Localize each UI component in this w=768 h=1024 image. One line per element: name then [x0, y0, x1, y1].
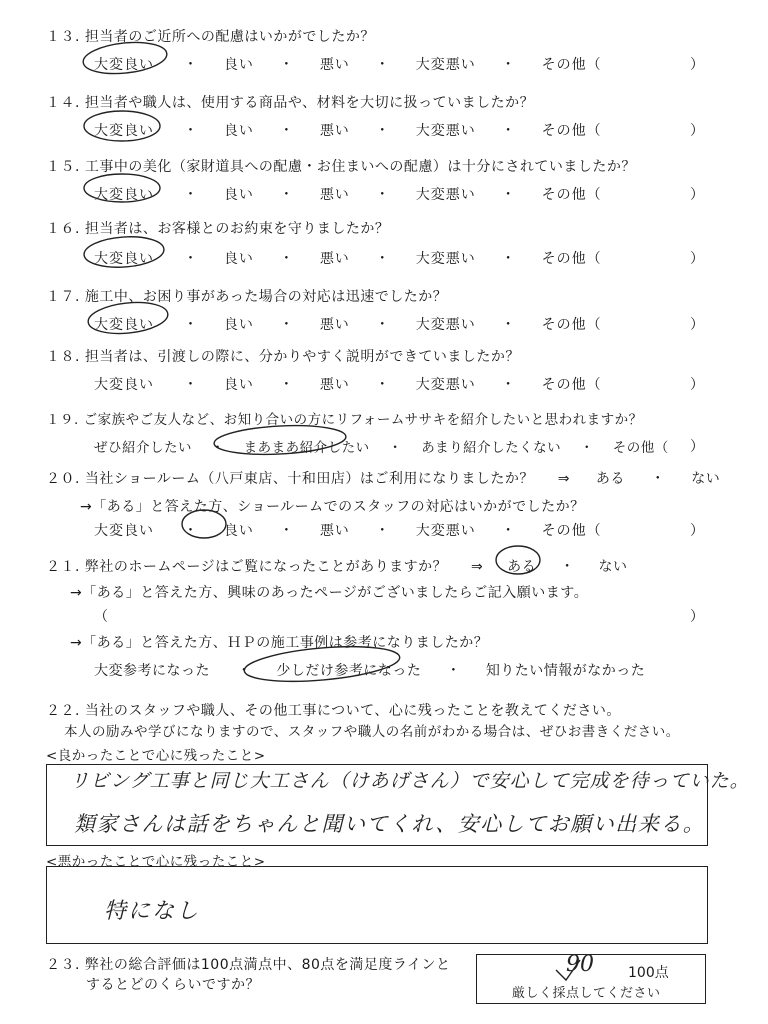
dot: ・ — [375, 187, 391, 203]
good-label: <良かったことで心に残ったこと> — [46, 748, 266, 764]
close-paren: ） — [690, 377, 704, 393]
close-paren: ） — [690, 57, 704, 73]
option-very-bad[interactable]: 大変悪い — [415, 57, 476, 73]
option-other[interactable]: その他（ — [612, 440, 669, 456]
option-very-good[interactable]: 大変良い — [94, 187, 154, 203]
circle-mark-q19 — [210, 423, 346, 458]
circle-mark-q20 — [182, 510, 226, 538]
dot: ・ — [183, 523, 199, 539]
option-good[interactable]: 良い — [223, 523, 254, 539]
option-bad[interactable]: 悪い — [319, 377, 350, 393]
circle-mark-q16 — [83, 234, 165, 270]
option-bad[interactable]: 悪い — [319, 187, 350, 203]
good-comment-line-2: 類家さんは話をちゃんと聞いてくれ、安心してお願い出来る。 — [74, 812, 706, 836]
circle-mark-q13 — [82, 39, 169, 78]
question-15: １５. 工事中の美化（家財道具への配慮・お住まいへの配慮）は十分にされていましたか？ — [46, 159, 636, 175]
option-other[interactable]: その他（ — [541, 123, 602, 139]
question-20-text: ２０. 当社ショールーム（八戸東店、十和田店）はご利用になりましたか？ — [46, 471, 534, 487]
arrow-icon: ⇒ — [557, 471, 570, 487]
close-paren: ） — [690, 523, 704, 539]
option-bad[interactable]: 悪い — [319, 317, 350, 333]
check-mark-score — [556, 960, 580, 980]
dot: ・ — [650, 471, 666, 487]
option-somewhat[interactable]: まあまあ紹介したい — [243, 440, 370, 456]
question-16: １６. 担当者は、お客様とのお約束を守りましたか？ — [46, 221, 390, 237]
option-bad[interactable]: 悪い — [319, 523, 350, 539]
dot: ・ — [279, 251, 295, 267]
question-23-line-2: するとどのくらいですか？ — [86, 977, 260, 993]
option-other[interactable]: その他（ — [541, 187, 602, 203]
option-yes[interactable]: ある — [595, 471, 625, 487]
question-14: １４. 担当者や職人は、使用する商品や、材料を大切に扱っていましたか？ — [46, 95, 535, 111]
dot: ・ — [279, 377, 295, 393]
option-other[interactable]: その他（ — [541, 57, 602, 73]
close-paren: ） — [690, 317, 704, 333]
option-good[interactable]: 良い — [223, 251, 254, 267]
question-20-follow: →「ある」と答えた方、ショールームでのスタッフの対応はいかがでしたか？ — [80, 499, 585, 515]
dot: ・ — [279, 123, 295, 139]
option-very-good[interactable]: 大変良い — [94, 251, 154, 267]
option-other[interactable]: その他（ — [541, 523, 602, 539]
option-good[interactable]: 良い — [223, 187, 254, 203]
option-bad[interactable]: 悪い — [319, 251, 350, 267]
dot: ・ — [579, 440, 594, 456]
option-very-good[interactable]: 大変良い — [94, 57, 154, 73]
dot: ・ — [183, 377, 199, 393]
dot: ・ — [183, 57, 199, 73]
option-good[interactable]: 良い — [223, 317, 254, 333]
question-21-text: ２１. 弊社のホームページはご覧になったことがありますか？ — [46, 559, 448, 575]
dot: ・ — [388, 440, 403, 456]
option-very-good[interactable]: 大変良い — [94, 523, 154, 539]
dot: ・ — [501, 251, 517, 267]
score-value: 90 — [566, 952, 594, 977]
dot: ・ — [183, 317, 199, 333]
option-very-good[interactable]: 大変良い — [94, 377, 154, 393]
option-bad[interactable]: 悪い — [319, 123, 350, 139]
option-no[interactable]: ない — [598, 559, 628, 575]
circle-mark-q21-helpful — [243, 641, 401, 686]
dot: ・ — [375, 523, 391, 539]
score-max-label: 100点 — [628, 965, 669, 981]
close-paren: ） — [690, 123, 704, 139]
option-bad[interactable]: 悪い — [319, 57, 350, 73]
option-very-helpful[interactable]: 大変参考になった — [94, 663, 210, 679]
bad-comment-text: 特になし — [104, 899, 201, 924]
option-yes[interactable]: ある — [507, 559, 537, 575]
open-paren: （ — [94, 609, 108, 625]
score-note: 厳しく採点してください — [512, 986, 661, 1001]
question-23: ２３. 弊社の総合評価は100点満点中、80点を満足度ラインと — [46, 957, 451, 973]
dot: ・ — [210, 440, 225, 456]
question-13: １３. 担当者のご近所への配慮はいかがでしたか？ — [46, 29, 375, 45]
dot: ・ — [236, 663, 252, 679]
option-good[interactable]: 良い — [223, 123, 254, 139]
close-paren: ） — [690, 251, 704, 267]
option-good[interactable]: 良い — [223, 57, 254, 73]
dot: ・ — [183, 187, 199, 203]
dot: ・ — [375, 317, 391, 333]
close-paren: ） — [690, 439, 704, 455]
option-very-bad[interactable]: 大変悪い — [415, 377, 476, 393]
option-very-bad[interactable]: 大変悪い — [415, 187, 476, 203]
option-very-bad[interactable]: 大変悪い — [415, 251, 476, 267]
question-21-follow-1: →「ある」と答えた方、興味のあったページがございましたらご記入願います。 — [70, 585, 589, 601]
option-other[interactable]: その他（ — [541, 377, 602, 393]
circle-mark-q15 — [84, 174, 160, 202]
close-paren: ） — [690, 609, 704, 625]
dot: ・ — [501, 187, 517, 203]
option-definitely[interactable]: ぜひ紹介したい — [94, 440, 192, 456]
option-very-bad[interactable]: 大変悪い — [415, 123, 476, 139]
dot: ・ — [446, 663, 461, 679]
dot: ・ — [501, 123, 517, 139]
good-comment-line-1: リビング工事と同じ大工さん（けあげさん）で安心して完成を待っていた。 — [70, 770, 750, 792]
option-very-bad[interactable]: 大変悪い — [415, 317, 476, 333]
dot: ・ — [279, 317, 295, 333]
dot: ・ — [501, 317, 517, 333]
circle-mark-q14 — [84, 111, 160, 141]
option-very-good[interactable]: 大変良い — [94, 317, 154, 333]
circle-mark-q17 — [87, 299, 170, 337]
arrow-icon: ⇒ — [471, 559, 484, 575]
option-no-info[interactable]: 知りたい情報がなかった — [485, 663, 646, 679]
option-very-good[interactable]: 大変良い — [94, 123, 154, 139]
dot: ・ — [375, 251, 391, 267]
close-paren: ） — [690, 187, 704, 203]
dot: ・ — [279, 57, 295, 73]
question-17: １７. 施工中、お困り事があった場合の対応は迅速でしたか？ — [46, 289, 448, 305]
dot: ・ — [279, 523, 295, 539]
question-22: ２２. 当社のスタッフや職人、その他工事について、心に残ったことを教えてください。 — [46, 703, 621, 719]
dot: ・ — [183, 123, 199, 139]
dot: ・ — [183, 251, 199, 267]
option-slightly-helpful[interactable]: 少しだけ参考になった — [276, 663, 422, 679]
dot: ・ — [501, 377, 517, 393]
dot: ・ — [375, 123, 391, 139]
question-21-follow-2: →「ある」と答えた方、ＨＰの施工事例は参考になりましたか？ — [70, 635, 489, 651]
question-18: １８. 担当者は、引渡しの際に、分かりやすく説明ができていましたか？ — [46, 349, 520, 365]
option-other[interactable]: その他（ — [541, 317, 602, 333]
dot: ・ — [560, 559, 575, 575]
option-not-really[interactable]: あまり紹介したくない — [421, 440, 562, 456]
dot: ・ — [501, 57, 517, 73]
option-good[interactable]: 良い — [223, 377, 254, 393]
circle-mark-q21-yes — [496, 546, 540, 574]
option-no[interactable]: ない — [691, 471, 721, 487]
dot: ・ — [279, 187, 295, 203]
dot: ・ — [375, 57, 391, 73]
option-other[interactable]: その他（ — [541, 251, 602, 267]
dot: ・ — [375, 377, 391, 393]
question-22-note: 本人の励みや学びになりますので、スタッフや職人の名前がわかる場合は、ぜひお書きください。 — [64, 724, 680, 740]
question-19: １９. ご家族やご友人など、お知り合いの方にリフォームササキを紹介したいと思われますか？ — [46, 412, 643, 428]
dot: ・ — [501, 523, 517, 539]
option-very-bad[interactable]: 大変悪い — [415, 523, 476, 539]
bad-label: <悪かったことで心に残ったこと> — [46, 854, 266, 870]
